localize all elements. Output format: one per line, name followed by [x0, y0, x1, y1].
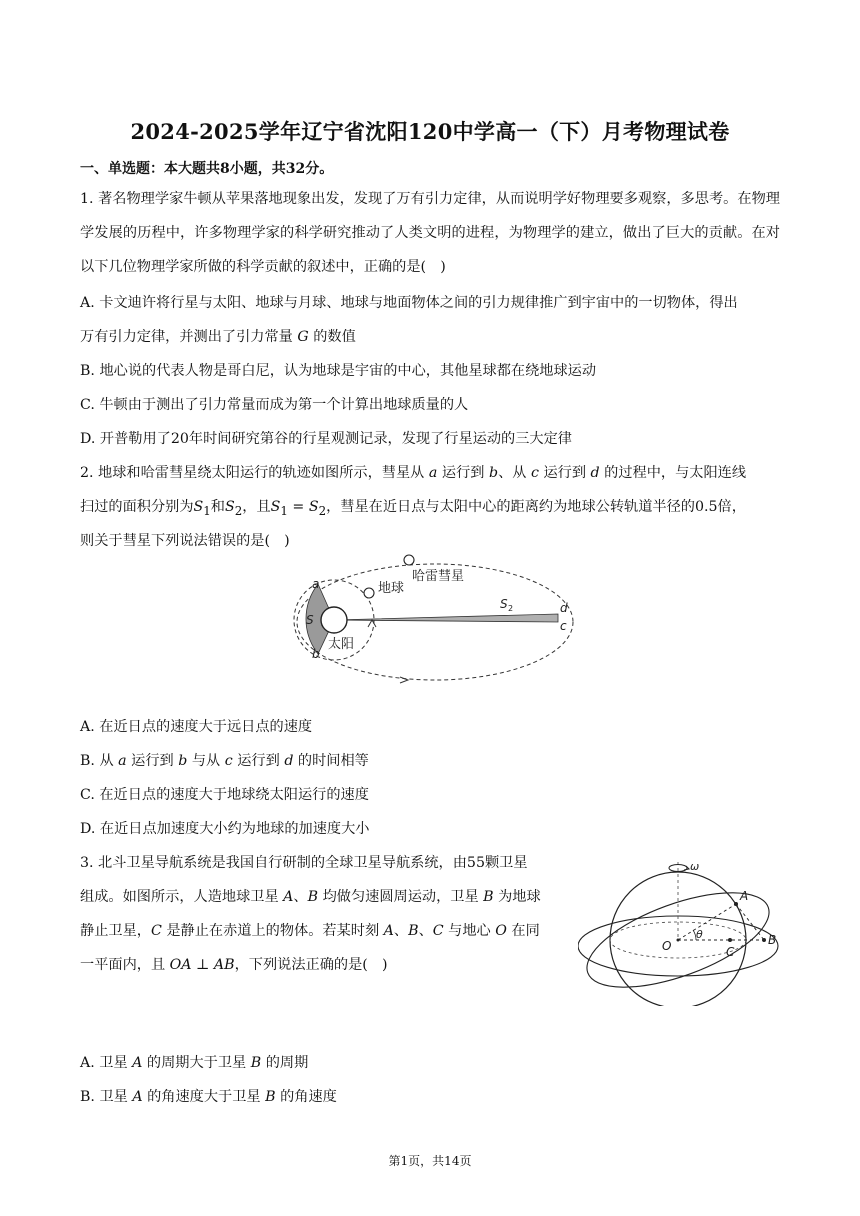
q1-option-b: B. 地心说的代表人物是哥白尼，认为地球是宇宙的中心，其他星球都在绕地球运动: [80, 363, 597, 379]
q2-stem-line1: 2. 地球和哈雷彗星绕太阳运行的轨迹如图所示，彗星从 a 运行到 b、从 c 运行到 d 的过程中，与太阳连线: [80, 465, 747, 481]
point-o: [677, 939, 680, 942]
q3-option-b: B. 卫星 A 的角速度大于卫星 B 的角速度: [80, 1089, 337, 1105]
label-omega: ω: [690, 860, 700, 873]
q3-option-a: A. 卫星 A 的周期大于卫星 B 的周期: [80, 1055, 309, 1071]
point-a: [734, 902, 738, 906]
page-footer: 第1页，共14页: [388, 1154, 472, 1168]
label-c: c: [560, 619, 567, 633]
q2-stem-line3: 则关于彗星下列说法错误的是( ): [80, 533, 290, 549]
point-b: [762, 938, 766, 942]
svg-text:C: C: [726, 945, 735, 959]
svg-text:A: A: [740, 889, 749, 903]
label-d: d: [560, 601, 568, 615]
q1-option-d: D. 开普勒用了20年时间研究第谷的行星观测记录，发现了行星运动的三大定律: [80, 431, 572, 447]
label-b: b: [312, 647, 320, 661]
page-title: 2024-2025学年辽宁省沈阳120中学高一（下）月考物理试卷: [130, 119, 730, 144]
direction-arrow: [400, 677, 408, 683]
comet-orbit-figure: [290, 550, 580, 690]
q3-stem-line3: 静止卫星，C 是静止在赤道上的物体。若某时刻 A、B、C 与地心 O 在同: [80, 923, 540, 939]
svg-text:B: B: [768, 933, 777, 947]
sun: [321, 607, 347, 633]
point-c: [728, 938, 732, 942]
q2-option-d: D. 在近日点加速度大小约为地球的加速度大小: [80, 821, 370, 837]
label-earth: 地球: [378, 581, 405, 596]
q3-stem-line4: 一平面内，且 OA ⊥ AB，下列说法正确的是( ): [80, 957, 388, 973]
label-s2: S: [500, 597, 508, 611]
label-s1: S: [306, 613, 314, 627]
svg-text:2: 2: [508, 604, 514, 613]
q3-stem-line2: 组成。如图所示，人造地球卫星 A、B 均做匀速圆周运动，卫星 B 为地球: [80, 889, 541, 905]
q1-option-c: C. 牛顿由于测出了引力常量而成为第一个计算出地球质量的人: [80, 397, 469, 413]
q2-stem-line2: 扫过的面积分别为$S_1$和$S_2$，且$S_1 = S_2$，彗星在近日点与太阳中心的距离约为地球公转轨道半径的0.5倍，: [80, 499, 746, 518]
q2-option-b: B. 从 a 运行到 b 与从 c 运行到 d 的时间相等: [80, 753, 369, 769]
q1-option-a: A. 卡文迪许将行星与太阳、地球与月球、地球与地面物体之间的引力规律推广到宇宙中的一切物体，得出: [80, 295, 738, 311]
label-a: a: [312, 577, 320, 591]
q3-stem-line1: 3. 北斗卫星导航系统是我国自行研制的全球卫星导航系统，由55颗卫星: [80, 855, 528, 871]
svg-text:O: O: [662, 939, 672, 953]
earth: [364, 588, 374, 598]
q1-stem: 1. 著名物理学家牛顿从苹果落地现象出发，发现了万有引力定律，从而说明学好物理要多观察，多思考。在物理学发展的历程中，许多物理学家的科学研究推动了人类文明的进程，为物理学的建立，做出了巨大的贡献。在对以下几位物理学家所做的科学贡献的叙述中，正确的是( ): [80, 191, 780, 275]
q2-option-c: C. 在近日点的速度大于地球绕太阳运行的速度: [80, 787, 369, 803]
satellite-orbit-figure: [578, 848, 790, 1006]
section-heading: 一、单选题：本大题共8小题，共32分。: [80, 161, 334, 177]
label-sun: 太阳: [328, 637, 355, 652]
q1-option-a-cont: 万有引力定律，并测出了引力常量 G 的数值: [80, 329, 356, 345]
q2-option-a: A. 在近日点的速度大于远日点的速度: [80, 719, 313, 735]
area-s2: [334, 614, 558, 622]
label-comet: 哈雷彗星: [412, 569, 465, 584]
earth-direction-arrow: [368, 620, 376, 627]
comet: [404, 555, 414, 565]
label-theta: θ: [696, 928, 703, 941]
